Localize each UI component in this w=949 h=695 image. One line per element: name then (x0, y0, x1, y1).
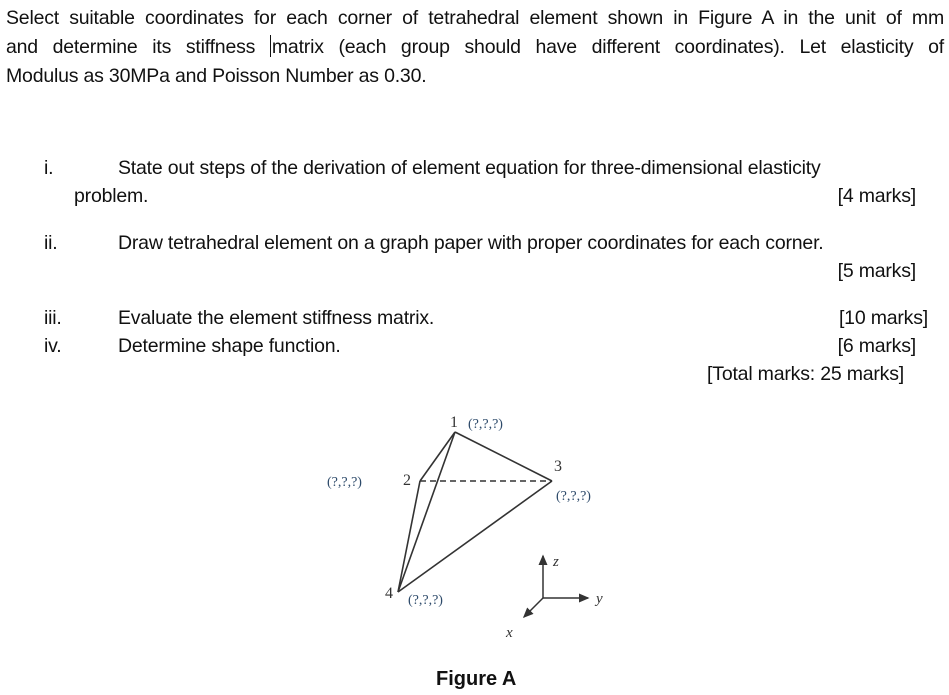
question-marks: [6 marks] (837, 335, 916, 357)
question-number: iv. (44, 335, 62, 357)
text-cursor (270, 35, 271, 57)
problem-statement (6, 4, 944, 91)
statement-line-1: Select suitable coordinates for each corner of tetrahedral element shown in Figure A in the unit of mm (6, 7, 944, 29)
question-text: Draw tetrahedral element on a graph paper with proper coordinates for each corner. (118, 232, 824, 254)
node-4-coord: (?,?,?) (408, 593, 443, 608)
question-number: iii. (44, 307, 62, 329)
total-marks: [Total marks: 25 marks] (707, 363, 904, 385)
question-marks: [4 marks] (837, 185, 916, 207)
question-marks: [5 marks] (837, 260, 916, 282)
question-text: Determine shape function. (118, 335, 341, 357)
question-text: State out steps of the derivation of element equation for three-dimensional elasticity (118, 157, 821, 179)
node-2-coord: (?,?,?) (327, 475, 362, 490)
tetrahedron-edges (398, 432, 552, 592)
figure-caption: Figure A (436, 668, 517, 690)
question-text-cont: problem. (74, 185, 149, 207)
question-number: i. (44, 157, 54, 179)
question-text: Evaluate the element stiffness matrix. (118, 307, 435, 329)
question-marks: [10 marks] (838, 307, 928, 329)
statement-line-3: Modulus as 30MPa and Poisson Number as 0.30. (6, 65, 427, 87)
node-2-label: 2 (403, 472, 411, 489)
y-axis-label: y (596, 591, 603, 607)
tetrahedron-figure (300, 400, 650, 660)
z-axis-label: z (553, 554, 559, 570)
question-number: ii. (44, 232, 58, 254)
node-3-label: 3 (554, 458, 562, 475)
node-3-coord: (?,?,?) (556, 489, 591, 504)
node-4-label: 4 (385, 585, 393, 602)
x-axis-label: x (506, 625, 513, 641)
x-axis-arrow-icon (524, 598, 543, 617)
statement-line-2: and determine its stiffness matrix (each group should have different coordinates). Let elasticity of (6, 36, 944, 58)
node-1-label: 1 (450, 414, 458, 431)
node-1-coord: (?,?,?) (468, 417, 503, 432)
